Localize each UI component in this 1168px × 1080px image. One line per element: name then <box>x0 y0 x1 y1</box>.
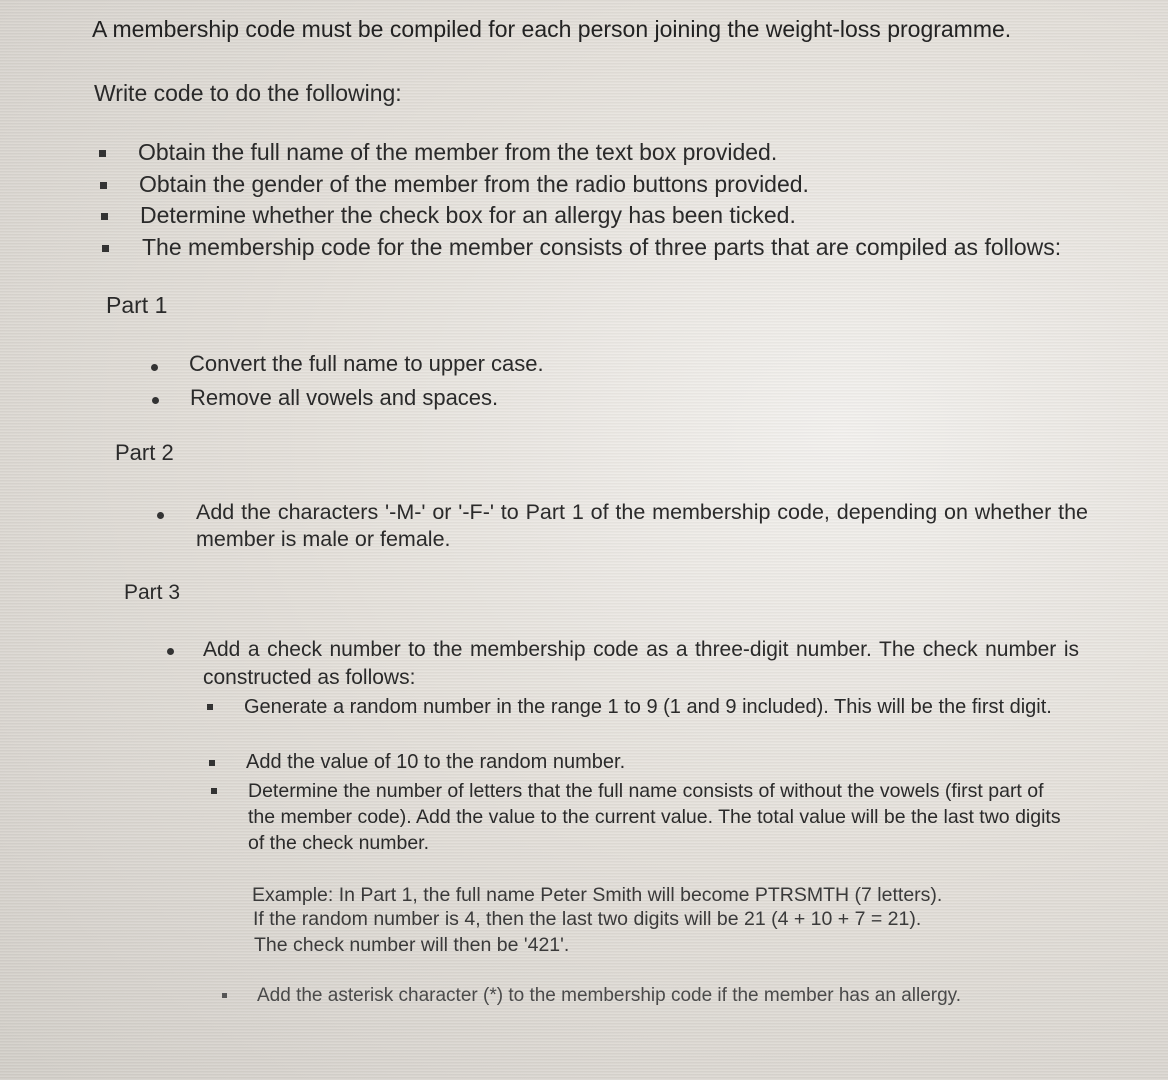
section-heading: Part 2 <box>115 440 174 465</box>
list-item: The membership code for the member consists of three parts that are compiled as follows: <box>142 234 1062 260</box>
list-item: Obtain the full name of the member from the text box provided. <box>138 139 778 165</box>
list-item: Add the characters '-M-' or '-F-' to Part 1 of the membership code, depending on whether the member is male or female. <box>196 500 1088 551</box>
sub-list-item: Add the value of 10 to the random number. <box>246 751 626 773</box>
bullet-icon <box>209 760 215 766</box>
bullet-icon <box>101 213 108 220</box>
list-item: Obtain the gender of the member from the radio buttons provided. <box>139 171 809 197</box>
section-heading: Part 1 <box>106 292 168 318</box>
list-item: Determine whether the check box for an allergy has been ticked. <box>140 202 796 228</box>
bullet-icon <box>157 512 164 519</box>
list-item: Remove all vowels and spaces. <box>190 385 499 410</box>
bullet-icon <box>211 788 217 794</box>
bullet-icon <box>151 364 158 371</box>
bullet-icon <box>207 704 213 710</box>
bullet-icon <box>152 397 159 404</box>
sub-list-item: Determine the number of letters that the full name consists of without the vowels (first part of the member code). Add the value to the current value. The total value will be the last two digits of the check number. <box>248 780 1061 854</box>
section-heading: Part 3 <box>124 581 181 604</box>
example-line: If the random number is 4, then the last two digits will be 21 (4 + 10 + 7 = 21). <box>253 908 922 930</box>
list-item: Add a check number to the membership code as a three-digit number. The check number is constructed as follows: <box>203 638 1079 689</box>
sub-list-item: Generate a random number in the range 1 to 9 (1 and 9 included). This will be the first digit. <box>244 696 1052 718</box>
bullet-icon <box>222 993 227 998</box>
instruction-text: Write code to do the following: <box>94 80 402 106</box>
bullet-icon <box>100 182 107 189</box>
list-item: Add the asterisk character (*) to the membership code if the member has an allergy. <box>257 985 962 1006</box>
example-line: Example: In Part 1, the full name Peter Smith will become PTRSMTH (7 letters). <box>252 884 943 906</box>
example-line: The check number will then be '421'. <box>254 934 570 956</box>
bullet-icon <box>99 150 106 157</box>
bullet-icon <box>167 648 174 655</box>
bullet-icon <box>102 245 109 252</box>
intro-text: A membership code must be compiled for each person joining the weight-loss programme. <box>92 16 1012 42</box>
list-item: Convert the full name to upper case. <box>189 351 544 376</box>
